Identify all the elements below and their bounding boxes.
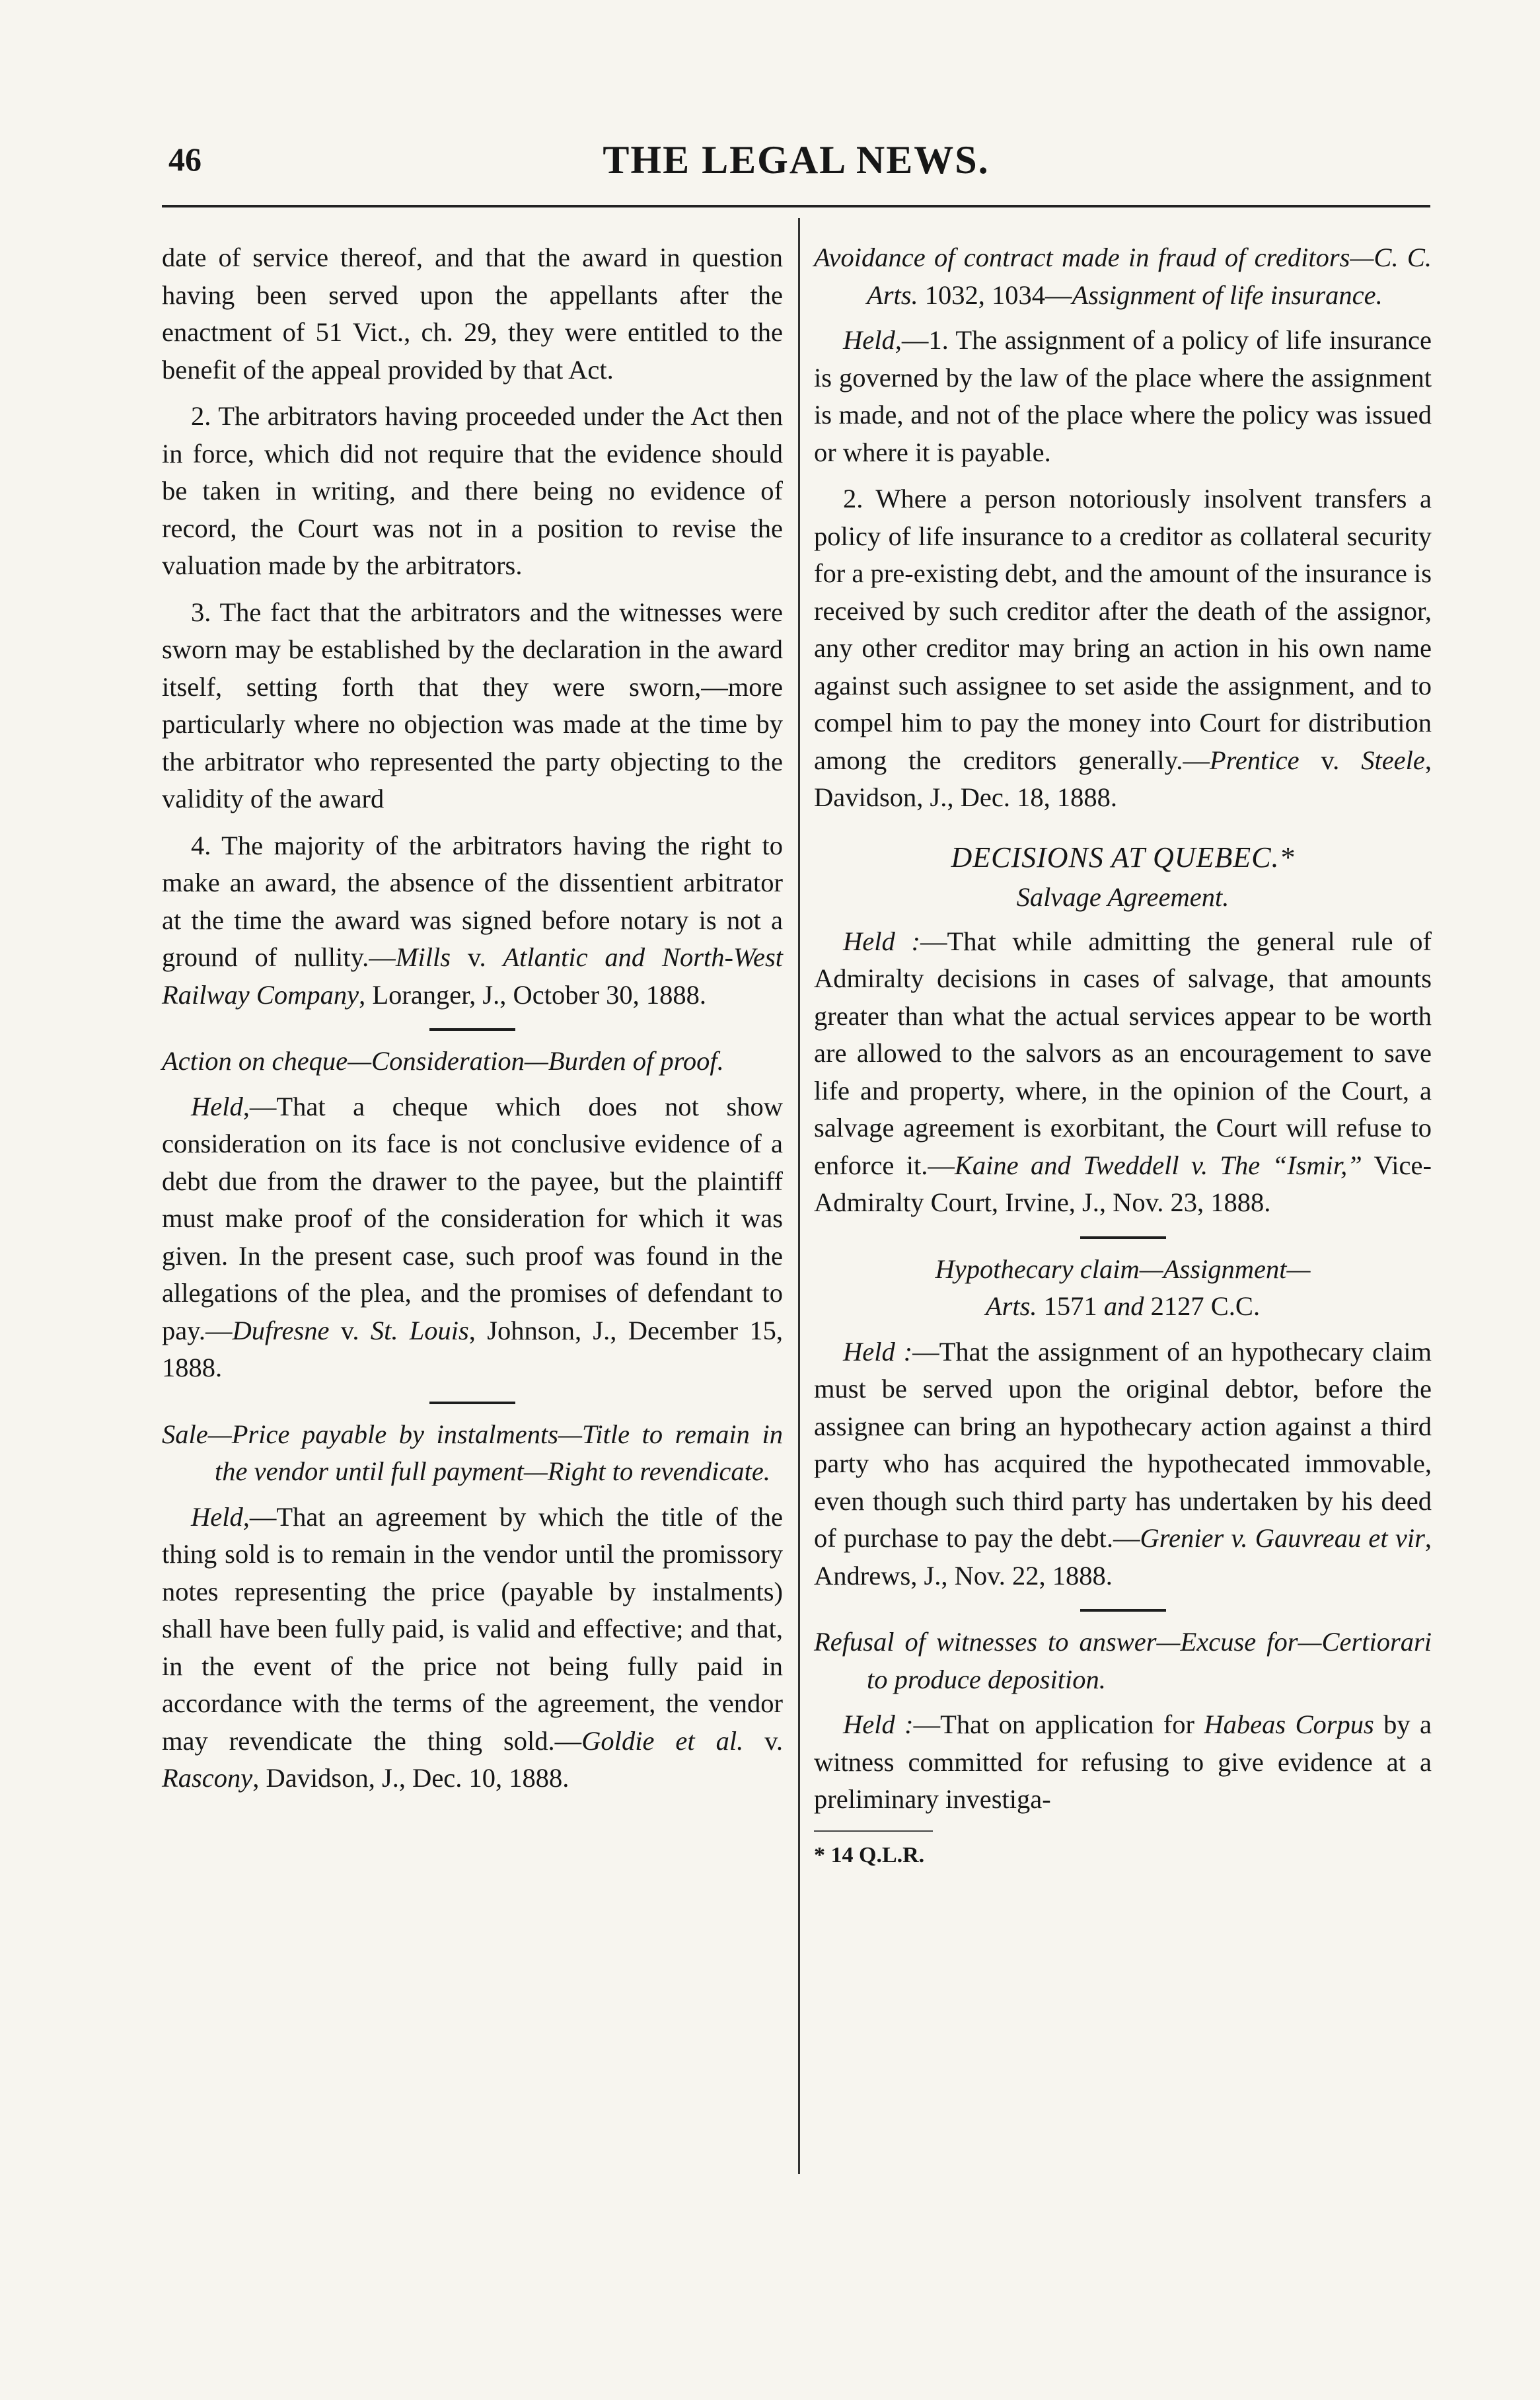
right-paragraph-2: 2. Where a person notoriously insolvent transfers a policy of life insurance to a creditor as collateral security for a pre-existing debt, and the amount of the insurance is received by such creditor after the death of the assignor, any other creditor may bring an action in his own name against such assignee to set aside the assignment, and to compel him to pay the money into Court for distribution among the creditors generally.—Prentice v. Steele, Davidson, J., Dec. 18, 1888. [814,484,1432,812]
case-heading-hypothecary: Hypothecary claim—Assignment— Arts. 1571 and 2127 C.C. [935,1254,1311,1321]
right-paragraph-1: Held,—1. The assignment of a policy of life insurance is governed by the law of the place where the assignment is made, and not of the place where the policy was issued or where it is payable. [814,325,1432,467]
section-separator [429,1028,515,1031]
right-paragraph-5: Held :—That on application for Habeas Corpus by a witness committed for refusing to give evidence at a preliminary investiga- [814,1709,1432,1814]
page-number: 46 [168,141,202,178]
case-party: Steele [1361,745,1425,775]
case-party: Atlantic and North-West Railway Company [162,942,784,1010]
left-paragraph-2: 2. The arbitrators having proceeded under the Act then in force, which did not require that the evidence should be taken in writing, and there being no evidence of record, the Court was not in a position to revise the valuation made by the arbitrators. [162,401,783,580]
case-name: Dufresne [232,1315,330,1345]
page-header [162,140,1430,193]
case-name: Mills [395,942,451,972]
right-paragraph-4: Held :—That the assignment of an hypothecary claim must be served upon the original debtor, before the assignee can bring an hypothecary action against a third party who has acquired the hypothecated immovable, even though such third party has undertaken by his deed of purchase to pay the debt.—Grenier v. Gauvreau et vir, Andrews, J., Nov. 22, 1888. [814,1336,1432,1591]
footnote: * 14 Q.L.R. [814,1830,933,1875]
left-paragraph-5: Held,—That a cheque which does not show consideration on its face is not conclusive evidence of a debt due from the drawer to the payee, but the plaintiff must make proof of the consideration for which it was given. In the present case, such proof was found in the allegations of the plea, and the promises of defendant to pay.—Dufresne v. St. Louis, Johnson, J., December 15, 1888. [162,1091,783,1382]
header-rule [162,205,1430,207]
left-paragraph-6: Held,—That an agreement by which the title of the thing sold is to remain in the vendor until the promissory notes representing the price (payable by instalments) shall have been fully paid, is valid and effective; and that, in the event of the price not being fully paid in accordance with the terms of the agreement, the vendor may revendicate the thing sold.—Goldie et al. v. Rascony, Davidson, J., Dec. 10, 1888. [162,1501,783,1793]
section-separator [1080,1236,1166,1239]
case-heading-cheque: Action on cheque—Consideration—Burden of proof. [162,1046,724,1076]
case-name: Grenier v. Gauvreau et vir [1140,1523,1425,1553]
section-subtitle: Salvage Agreement. [1016,882,1229,912]
section-separator [1080,1609,1166,1612]
case-name: Prentice [1209,745,1300,775]
running-title: THE LEGAL NEWS. [603,138,990,182]
column-divider [798,218,800,2174]
case-heading-sale: Sale—Price payable by instalments—Title to remain in the vendor until full payment—Right to revendicate. [162,1419,783,1486]
section-separator [429,1402,515,1404]
left-paragraph-3: 3. The fact that the arbitrators and the witnesses were sworn may be established by the declaration in the award itself, setting forth that they were sworn,—more particularly where no objection was made at the time by the arbitrator who represented the party objecting to the validity of the award [162,597,783,813]
case-name: Kaine and Tweddell v. The “Ismir,” [954,1150,1362,1180]
right-column [814,239,1432,1874]
section-title-quebec: DECISIONS AT QUEBEC.* [951,841,1295,874]
case-party: Rascony [162,1763,253,1793]
case-name: Goldie et al. [581,1725,744,1756]
right-paragraph-3: Held :—That while admitting the general rule of Admiralty decisions in cases of salvage, that amounts greater than what the actual services appear to be worth are allowed to the salvors as an encouragement to save life and property, where, in the opinion of the Court, a salvage agreement is exorbitant, the Court will refuse to enforce it.—Kaine and Tweddell v. The “Ismir,” Vice-Admiralty Court, Irvine, J., Nov. 23, 1888. [814,926,1432,1217]
case-party: St. Louis [370,1315,469,1345]
case-heading-refusal: Refusal of witnesses to answer—Excuse for—Certiorari to produce deposition. [814,1627,1432,1694]
case-heading-avoidance: Avoidance of contract made in fraud of creditors—C. C. Arts. 1032, 1034—Assignment of life insurance. [814,243,1432,310]
left-paragraph-1: date of service thereof, and that the award in question having been served upon the appellants after the enactment of 51 Vict., ch. 29, they were entitled to the benefit of the appeal provided by that Act. [162,243,783,385]
left-column [162,239,783,1807]
left-paragraph-4: 4. The majority of the arbitrators having the right to make an award, the absence of the dissentient arbitrator at the time the award was signed before notary is not a ground of nullity.—Mills v. Atlantic and North-West Railway Company, Loranger, J., October 30, 1888. [162,830,784,1010]
